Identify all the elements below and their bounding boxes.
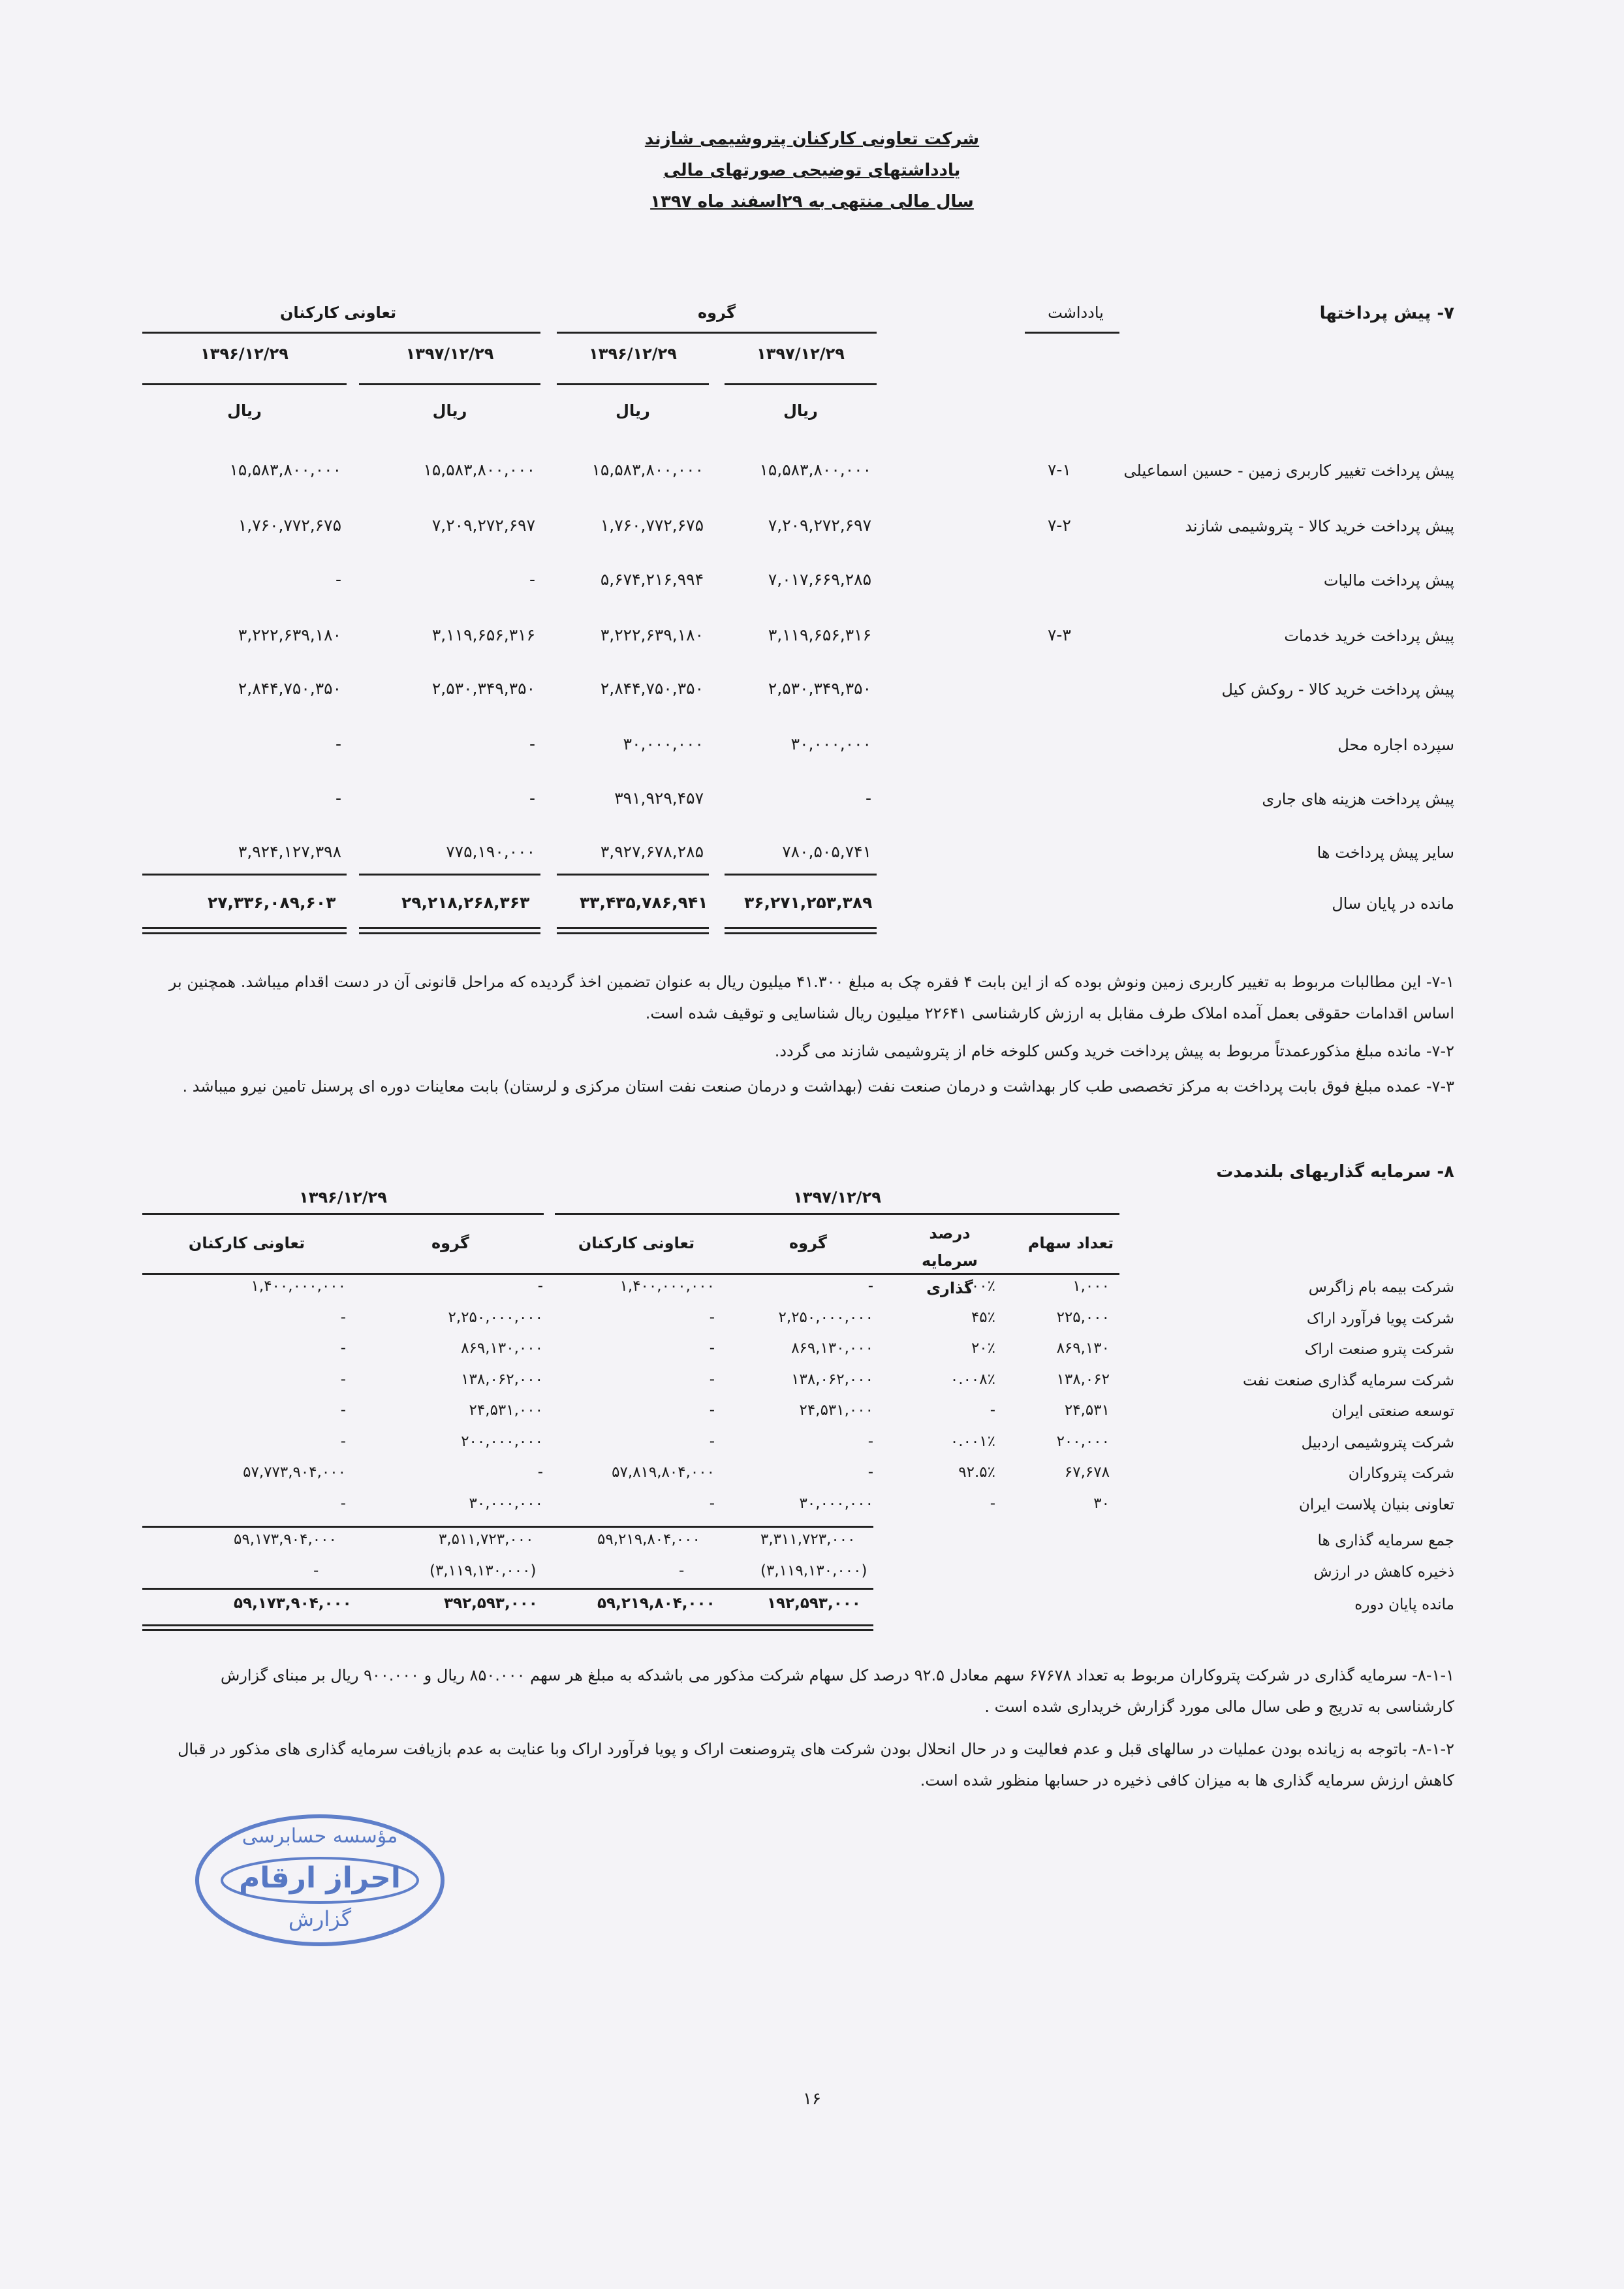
divider bbox=[142, 927, 347, 929]
investment-cell: ۲۰٪ bbox=[971, 1340, 995, 1357]
date-header: ۱۳۹۶/۱۲/۲۹ bbox=[200, 345, 289, 363]
investment-cell: ۰.۰۰۱٪ bbox=[950, 1433, 995, 1450]
period-total-group-97: ۱۹۲,۵۹۳,۰۰۰ bbox=[767, 1595, 861, 1612]
divider bbox=[142, 1629, 873, 1631]
investment-cell: - bbox=[537, 1278, 543, 1295]
investment-cell: ۱۰۰٪ bbox=[963, 1278, 995, 1295]
divider bbox=[359, 927, 540, 929]
amount-cell: ۲,۵۳۰,۳۴۹,۳۵۰ bbox=[768, 679, 871, 698]
note-8-1-1: ۸-۱-۱- سرمایه گذاری در شرکت پتروکاران مربوط به تعداد ۶۷۶۷۸ سهم معادل ۹۲.۵ درصد کل سهام شرکت مذکور می باشدکه به مبلغ هر سهم ۸۵۰.۰۰۰ ریال و ۹۰۰.۰۰۰ ریال بر مبنای گزارش کارشناسی به تدریج و طی سال مالی مورد گزارش خریداری شده است . bbox=[220, 1666, 1454, 1716]
note-7-2: ۷-۲- مانده مبلغ مذکورعمدتاً مربوط به پیش پرداخت خرید وکس کلوخه خام از پتروشیمی شازند می گردد. bbox=[774, 1042, 1454, 1060]
investment-cell: ۸۶۹,۱۳۰,۰۰۰ bbox=[461, 1340, 543, 1357]
total-coop-97: ۲۹,۲۱۸,۲۶۸,۳۶۳ bbox=[401, 893, 530, 912]
period-total-coop-97: ۵۹,۲۱۹,۸۰۴,۰۰۰ bbox=[597, 1595, 715, 1612]
currency-label: ریال bbox=[616, 402, 650, 420]
total-label: مانده در پایان سال bbox=[1332, 894, 1454, 913]
investment-cell: ۲۴,۵۳۱,۰۰۰ bbox=[469, 1402, 543, 1419]
currency-label: ریال bbox=[432, 402, 467, 420]
divider bbox=[557, 927, 709, 929]
amount-cell: ۲,۸۴۴,۷۵۰,۳۵۰ bbox=[238, 679, 341, 698]
amount-cell: ۵,۶۷۴,۲۱۶,۹۹۴ bbox=[600, 570, 704, 589]
investment-cell: - bbox=[990, 1402, 995, 1419]
investment-cell: - bbox=[709, 1309, 715, 1326]
amount-cell: - bbox=[529, 734, 535, 753]
amount-cell: ۱۵,۵۸۳,۸۰۰,۰۰۰ bbox=[591, 460, 704, 479]
sum-group-97: ۳,۳۱۱,۷۲۳,۰۰۰ bbox=[760, 1531, 856, 1548]
stamp-line-1: مؤسسه حسابرسی bbox=[242, 1825, 398, 1848]
date-header: ۱۳۹۶/۱۲/۲۹ bbox=[589, 345, 677, 363]
amount-cell: - bbox=[529, 789, 535, 808]
total-group-97: ۳۶,۲۷۱,۲۵۳,۳۸۹ bbox=[744, 893, 873, 912]
investment-cell: ۰.۰۰۸٪ bbox=[950, 1371, 995, 1388]
investment-cell: ۱۳۸,۰۶۲,۰۰۰ bbox=[461, 1371, 543, 1388]
investment-cell: ۳۰,۰۰۰,۰۰۰ bbox=[469, 1495, 543, 1512]
section-8-title: ۸- سرمایه گذاریهای بلندمدت bbox=[1216, 1162, 1454, 1182]
amount-cell: ۱۵,۵۸۳,۸۰۰,۰۰۰ bbox=[759, 460, 871, 479]
amount-cell: ۳۹۱,۹۲۹,۴۵۷ bbox=[614, 789, 704, 808]
impairment-label: ذخیره کاهش در ارزش bbox=[1313, 1564, 1454, 1581]
investment-cell: - bbox=[340, 1402, 346, 1419]
date-97-header: ۱۳۹۷/۱۲/۲۹ bbox=[793, 1188, 881, 1207]
investment-cell: ۱۳۸,۰۶۲,۰۰۰ bbox=[791, 1371, 873, 1388]
investment-label: تعاونی بنیان پلاست ایران bbox=[1298, 1496, 1454, 1513]
impairment-coop-96: - bbox=[313, 1562, 319, 1579]
investment-cell: ۴۵٪ bbox=[971, 1309, 995, 1326]
period-total-label: مانده پایان دوره bbox=[1354, 1596, 1454, 1613]
divider bbox=[725, 927, 877, 929]
amount-cell: ۳۰,۰۰۰,۰۰۰ bbox=[623, 734, 704, 753]
investment-cell: ۶۷,۶۷۸ bbox=[1064, 1464, 1110, 1481]
coop-97-header: تعاونی کارکنان bbox=[578, 1234, 695, 1252]
divider bbox=[557, 383, 709, 385]
stamp-line-3: گزارش bbox=[288, 1906, 352, 1931]
row-label: سایر پیش پرداخت ها bbox=[1317, 844, 1454, 862]
percent-header: درصد سرمایه گذاری bbox=[922, 1224, 978, 1297]
amount-cell: - bbox=[335, 789, 341, 808]
period-total-coop-96: ۵۹,۱۷۳,۹۰۴,۰۰۰ bbox=[234, 1595, 352, 1612]
divider bbox=[142, 383, 347, 385]
amount-cell: ۳,۹۲۴,۱۲۷,۳۹۸ bbox=[238, 842, 341, 861]
sum-coop-97: ۵۹,۲۱۹,۸۰۴,۰۰۰ bbox=[597, 1531, 700, 1548]
investment-cell: - bbox=[709, 1371, 715, 1388]
row-note-ref: ۷-۳ bbox=[1048, 625, 1071, 644]
investment-cell: ۱,۴۰۰,۰۰۰,۰۰۰ bbox=[251, 1278, 346, 1295]
investment-cell: ۲۰۰,۰۰۰,۰۰۰ bbox=[461, 1433, 543, 1450]
investment-cell: ۱,۴۰۰,۰۰۰,۰۰۰ bbox=[619, 1278, 715, 1295]
investment-cell: ۳۰ bbox=[1093, 1495, 1110, 1512]
divider bbox=[142, 1526, 873, 1528]
investment-cell: - bbox=[340, 1433, 346, 1450]
investment-cell: ۸۶۹,۱۳۰ bbox=[1056, 1340, 1110, 1357]
amount-cell: - bbox=[335, 734, 341, 753]
sum-coop-96: ۵۹,۱۷۳,۹۰۴,۰۰۰ bbox=[234, 1531, 337, 1548]
investment-label: شرکت سرمایه گذاری صنعت نفت bbox=[1242, 1372, 1454, 1389]
amount-cell: ۳,۱۱۹,۶۵۶,۳۱۶ bbox=[431, 625, 535, 644]
divider bbox=[725, 383, 877, 385]
investment-label: شرکت پویا فرآورد اراک bbox=[1306, 1310, 1454, 1327]
row-label: سپرده اجاره محل bbox=[1337, 736, 1454, 754]
amount-cell: ۷,۲۰۹,۲۷۲,۶۹۷ bbox=[431, 516, 535, 535]
investment-cell: - bbox=[867, 1464, 873, 1481]
divider bbox=[557, 932, 709, 934]
divider bbox=[359, 874, 540, 876]
amount-cell: - bbox=[865, 789, 871, 808]
investment-cell: ۲۴,۵۳۱ bbox=[1064, 1402, 1110, 1419]
investment-cell: ۱۳۸,۰۶۲ bbox=[1056, 1371, 1110, 1388]
period-title: سال مالی منتهی به ۲۹اسفند ماه ۱۳۹۷ bbox=[650, 192, 974, 212]
currency-label: ریال bbox=[783, 402, 818, 420]
divider bbox=[142, 1588, 873, 1590]
investment-cell: - bbox=[867, 1278, 873, 1295]
total-coop-96: ۲۷,۳۳۶,۰۸۹,۶۰۳ bbox=[208, 893, 336, 912]
row-label: پیش پرداخت تغییر کاربری زمین - حسین اسماعیلی bbox=[1123, 462, 1454, 480]
investment-cell: - bbox=[537, 1464, 543, 1481]
investment-cell: - bbox=[709, 1340, 715, 1357]
impairment-group-97: (۳,۱۱۹,۱۳۰,۰۰۰) bbox=[760, 1562, 867, 1579]
amount-cell: ۷۷۵,۱۹۰,۰۰۰ bbox=[446, 842, 535, 861]
investment-label: شرکت بیمه بام زاگرس bbox=[1308, 1279, 1454, 1296]
row-note-ref: ۷-۱ bbox=[1048, 460, 1071, 479]
impairment-coop-97: - bbox=[679, 1562, 685, 1579]
document-subtitle: یادداشتهای توضیحی صورتهای مالی bbox=[663, 161, 961, 180]
investment-cell: ۸۶۹,۱۳۰,۰۰۰ bbox=[791, 1340, 873, 1357]
shares-header: تعداد سهام bbox=[1027, 1234, 1114, 1252]
investment-label: شرکت پتروکاران bbox=[1348, 1465, 1454, 1482]
investment-cell: - bbox=[709, 1433, 715, 1450]
investment-label: شرکت پترو صنعت اراک bbox=[1304, 1341, 1454, 1358]
divider bbox=[1025, 332, 1119, 334]
sum-label: جمع سرمایه گذاری ها bbox=[1317, 1532, 1454, 1549]
divider bbox=[557, 332, 877, 334]
note-7-1: ۷-۱- این مطالبات مربوط به تغییر کاربری زمین ونوش بوده که از این بابت ۴ فقره چک به مبلغ ۴۱.۳۰۰ میلیون ریال به عنوان تضمین اخذ گردیده که مراحل قانونی آن در دست اقدام میباشد. همچنین بر اساس اقدامات حقوقی بعمل آمده املاک طرف مقابل به ارزش کارشناسی ۲۲۶۴۱ میلیون ریال شناسایی و توقیف شده است. bbox=[168, 973, 1454, 1022]
date-96-header: ۱۳۹۶/۱۲/۲۹ bbox=[299, 1188, 387, 1207]
note-8-1-2: ۸-۱-۲- باتوجه به زیانده بودن عملیات در سالهای قبل و عدم فعالیت و در حال انحلال بودن شرکت های پتروصنعت اراک و پویا فرآورد اراک وبا عنایت به عدم بازیافت سرمایه گذاری های مذکور در قبال کاهش ارزش سرمایه گذاری ها به میزان کافی ذخیره در حسابها منظور شده است. bbox=[178, 1740, 1454, 1790]
amount-cell: ۳,۹۲۷,۶۷۸,۲۸۵ bbox=[600, 842, 704, 861]
divider bbox=[555, 1213, 1119, 1215]
divider bbox=[142, 932, 347, 934]
amount-cell: ۱,۷۶۰,۷۷۲,۶۷۵ bbox=[600, 516, 704, 535]
row-label: پیش پرداخت مالیات bbox=[1323, 571, 1454, 590]
investment-cell: ۲,۲۵۰,۰۰۰,۰۰۰ bbox=[778, 1309, 873, 1326]
section-7-title: ۷- پیش پرداختها bbox=[1319, 304, 1454, 323]
divider bbox=[359, 383, 540, 385]
investment-cell: ۹۲.۵٪ bbox=[958, 1464, 995, 1481]
divider bbox=[142, 1213, 544, 1215]
divider bbox=[359, 932, 540, 934]
amount-cell: ۲,۵۳۰,۳۴۹,۳۵۰ bbox=[431, 679, 535, 698]
date-header: ۱۳۹۷/۱۲/۲۹ bbox=[757, 345, 845, 363]
note-column-header: یادداشت bbox=[1048, 304, 1104, 322]
row-label: پیش پرداخت خرید کالا - روکش کیل bbox=[1221, 680, 1454, 699]
coop-96-header: تعاونی کارکنان bbox=[188, 1234, 305, 1252]
impairment-group-96: (۳,۱۱۹,۱۳۰,۰۰۰) bbox=[429, 1562, 537, 1579]
audit-stamp bbox=[193, 1812, 447, 1949]
investment-cell: - bbox=[709, 1495, 715, 1512]
investment-cell: ۵۷,۷۷۳,۹۰۴,۰۰۰ bbox=[243, 1464, 346, 1481]
investment-cell: ۳۰,۰۰۰,۰۰۰ bbox=[799, 1495, 873, 1512]
sum-group-96: ۳,۵۱۱,۷۲۳,۰۰۰ bbox=[439, 1531, 534, 1548]
amount-cell: ۱,۷۶۰,۷۷۲,۶۷۵ bbox=[238, 516, 341, 535]
investment-cell: - bbox=[340, 1340, 346, 1357]
investment-cell: - bbox=[340, 1495, 346, 1512]
row-label: پیش پرداخت هزینه های جاری bbox=[1262, 790, 1454, 808]
amount-cell: ۷,۲۰۹,۲۷۲,۶۹۷ bbox=[768, 516, 871, 535]
amount-cell: - bbox=[335, 570, 341, 589]
amount-cell: ۱۵,۵۸۳,۸۰۰,۰۰۰ bbox=[229, 460, 341, 479]
investment-cell: - bbox=[340, 1309, 346, 1326]
divider bbox=[142, 1624, 873, 1626]
company-title: شرکت تعاونی کارکنان پتروشیمی شازند bbox=[644, 129, 980, 149]
amount-cell: - bbox=[529, 570, 535, 589]
amount-cell: ۲,۸۴۴,۷۵۰,۳۵۰ bbox=[600, 679, 704, 698]
amount-cell: ۳,۱۱۹,۶۵۶,۳۱۶ bbox=[768, 625, 871, 644]
amount-cell: ۷۸۰,۵۰۵,۷۴۱ bbox=[782, 842, 871, 861]
row-label: پیش پرداخت خرید خدمات bbox=[1284, 627, 1454, 645]
divider bbox=[725, 874, 877, 876]
date-header: ۱۳۹۷/۱۲/۲۹ bbox=[405, 345, 494, 363]
amount-cell: ۳,۲۲۲,۶۳۹,۱۸۰ bbox=[238, 625, 341, 644]
row-label: پیش پرداخت خرید کالا - پتروشیمی شازند bbox=[1185, 517, 1454, 535]
investment-label: توسعه صنعتی ایران bbox=[1331, 1403, 1454, 1420]
investment-cell: ۲۴,۵۳۱,۰۰۰ bbox=[799, 1402, 873, 1419]
divider bbox=[557, 874, 709, 876]
total-group-96: ۳۳,۴۳۵,۷۸۶,۹۴۱ bbox=[580, 893, 708, 912]
investment-cell: ۵۷,۸۱۹,۸۰۴,۰۰۰ bbox=[612, 1464, 715, 1481]
investment-cell: - bbox=[709, 1402, 715, 1419]
group-97-header: گروه bbox=[789, 1234, 827, 1252]
divider bbox=[142, 332, 540, 334]
investment-cell: - bbox=[340, 1371, 346, 1388]
row-note-ref: ۷-۲ bbox=[1048, 516, 1071, 535]
investment-cell: ۱,۰۰۰ bbox=[1072, 1278, 1110, 1295]
group-96-header: گروه bbox=[431, 1234, 469, 1252]
page-number: ۱۶ bbox=[803, 2089, 821, 2109]
currency-label: ریال bbox=[227, 402, 262, 420]
investment-cell: - bbox=[990, 1495, 995, 1512]
divider bbox=[142, 874, 347, 876]
investment-label: شرکت پتروشیمی اردبیل bbox=[1301, 1434, 1454, 1451]
investment-cell: ۲۲۵,۰۰۰ bbox=[1056, 1309, 1110, 1326]
period-total-group-96: ۳۹۲,۵۹۳,۰۰۰ bbox=[444, 1595, 538, 1612]
investment-cell: ۲۰۰,۰۰۰ bbox=[1056, 1433, 1110, 1450]
note-7-3: ۷-۳- عمده مبلغ فوق بابت پرداخت به مرکز تخصصی طب کار بهداشت و درمان صنعت نفت (بهداشت و درمان صنعت نفت استان مرکزی و لرستان) بابت معاینات دوره ای پرسنل تامین نیرو میباشد . bbox=[182, 1077, 1454, 1096]
investment-cell: ۲,۲۵۰,۰۰۰,۰۰۰ bbox=[448, 1309, 543, 1326]
stamp-line-2: احراز ارقام bbox=[239, 1861, 401, 1895]
investment-cell: - bbox=[867, 1433, 873, 1450]
divider bbox=[725, 932, 877, 934]
amount-cell: ۷,۰۱۷,۶۶۹,۲۸۵ bbox=[768, 570, 871, 589]
group-header: گروه bbox=[698, 304, 736, 322]
amount-cell: ۱۵,۵۸۳,۸۰۰,۰۰۰ bbox=[423, 460, 535, 479]
amount-cell: ۳۰,۰۰۰,۰۰۰ bbox=[790, 734, 871, 753]
amount-cell: ۳,۲۲۲,۶۳۹,۱۸۰ bbox=[600, 625, 704, 644]
coop-header: تعاونی کارکنان bbox=[279, 304, 397, 322]
divider bbox=[142, 1273, 1119, 1275]
